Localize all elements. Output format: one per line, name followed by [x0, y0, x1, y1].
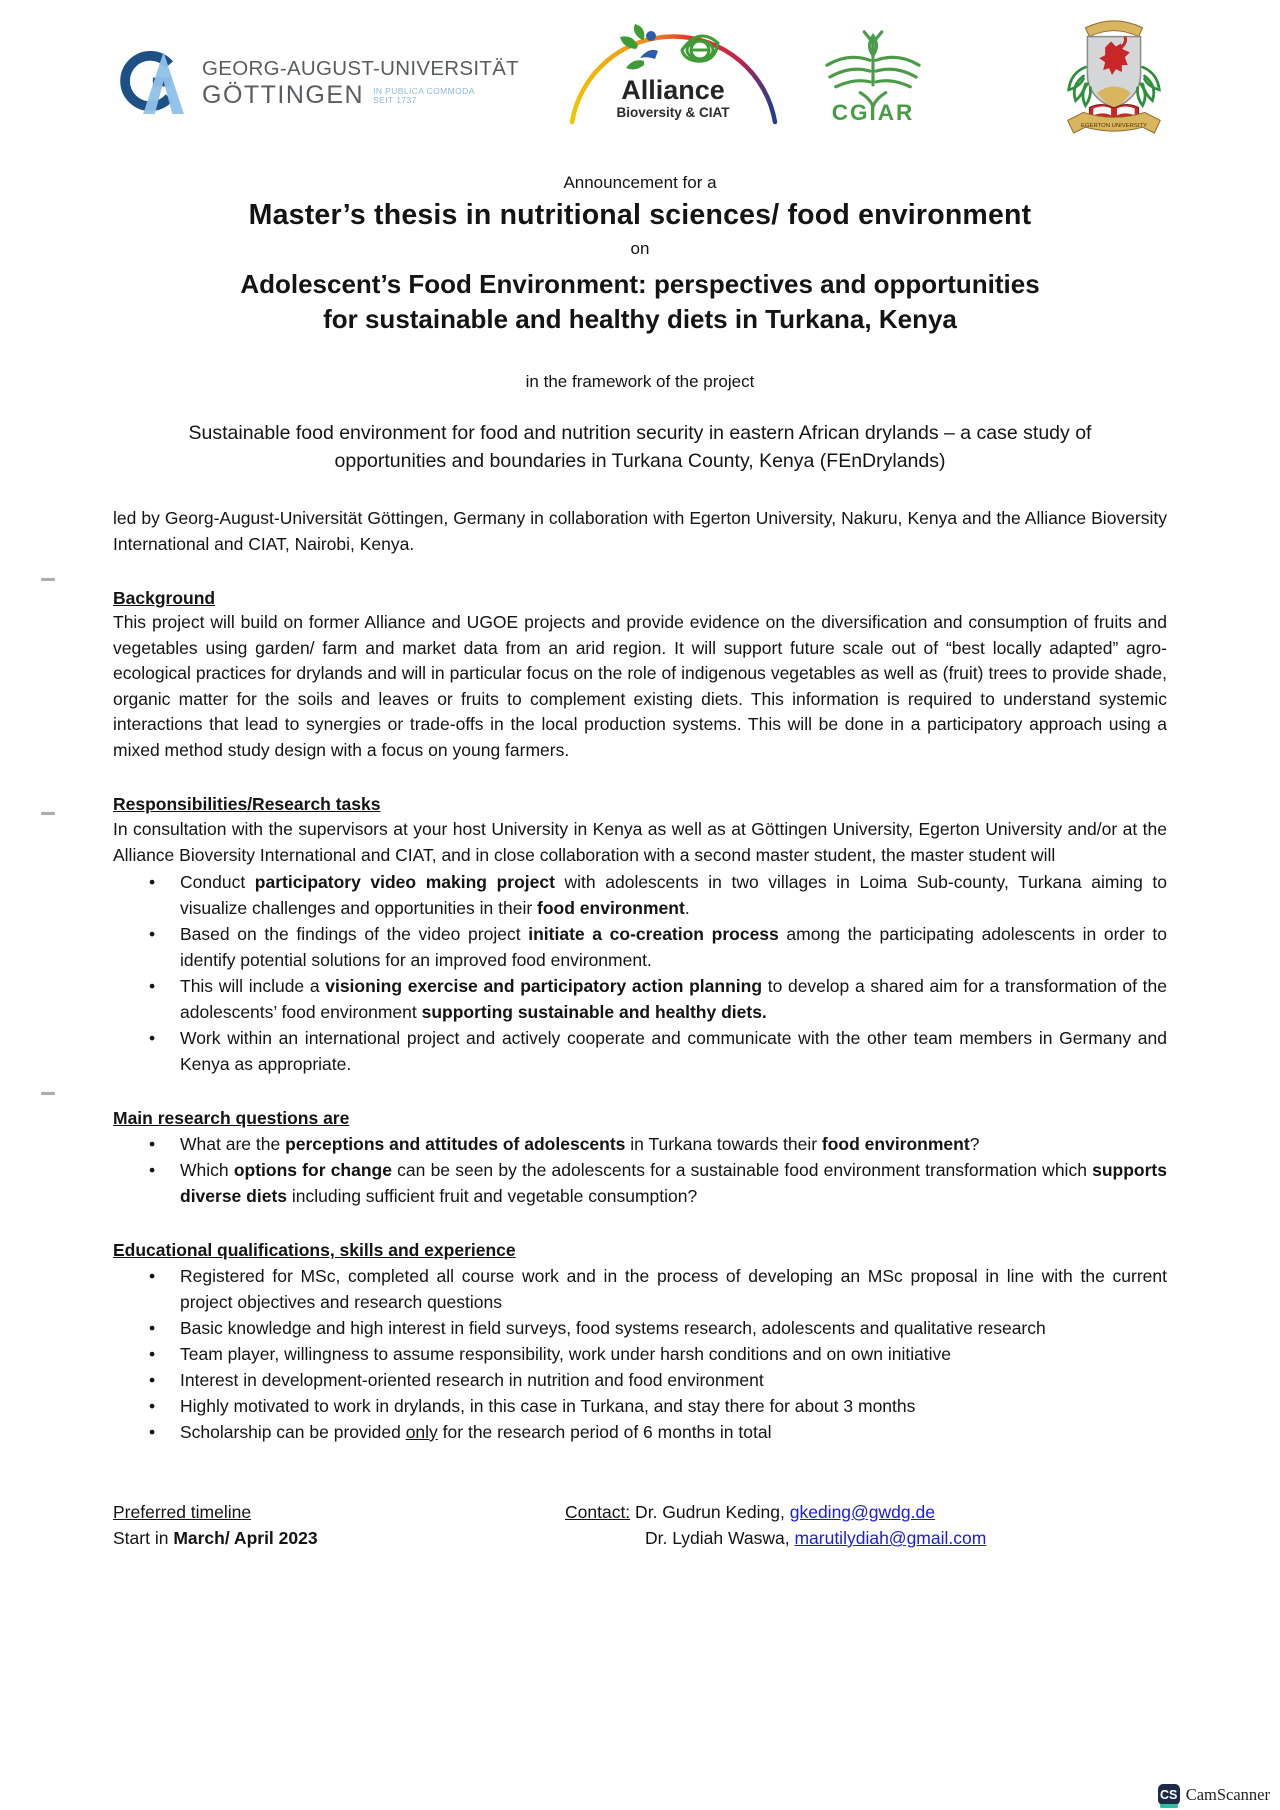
goettingen-monogram-icon	[110, 50, 188, 114]
goettingen-name-line2: GÖTTINGEN	[202, 80, 365, 109]
bullet-icon: •	[149, 1396, 156, 1416]
bullet-icon: •	[149, 1318, 156, 1338]
alliance-title: Alliance	[621, 75, 725, 105]
list-item	[149, 973, 1167, 1025]
alliance-arc-icon	[556, 20, 791, 128]
bullet-icon: •	[149, 924, 156, 944]
scan-artifact-dash	[41, 1092, 55, 1095]
research-questions-bullet-list	[113, 1131, 1167, 1209]
bullet-text: Conduct participatory video making project with adolescents in two villages in Loima Sub-county, Turkana aiming to visualize challenges and opportunities in their food environment.	[180, 872, 1168, 918]
egerton-crest-icon	[1050, 10, 1178, 140]
subtitle-line1: Adolescent’s Food Environment: perspectives and opportunities	[240, 269, 1040, 299]
bullet-icon: •	[149, 1028, 156, 1048]
bullet-text: Work within an international project and actively cooperate and communicate with the other team members in Germany and Kenya as appropriate.	[180, 1028, 1167, 1074]
led-by-paragraph: led by Georg-August-Universität Göttingen, Germany in collaboration with Egerton University, Nakuru, Kenya and the Alliance Bioversity International and CIAT, Nairobi, Kenya.	[113, 508, 1167, 554]
list-item	[149, 1367, 1167, 1393]
cgiar-logo	[798, 26, 948, 131]
bullet-text: Highly motivated to work in drylands, in this case in Turkana, and stay there for about 3 months	[180, 1396, 916, 1416]
goettingen-wordmark	[202, 57, 519, 108]
list-item	[149, 1315, 1167, 1341]
goettingen-name-line1: GEORG-AUGUST-UNIVERSITÄT	[202, 56, 520, 80]
email-link[interactable]: marutilydiah@gmail.com	[794, 1528, 987, 1548]
project-title: Sustainable food environment for food and nutrition security in eastern African drylands – a case study of opportunities and boundaries in Turkana County, Kenya (FEnDrylands)	[188, 422, 1092, 472]
bullet-icon: •	[149, 976, 156, 996]
title-connector: on	[630, 239, 650, 258]
list-item	[149, 1341, 1167, 1367]
section-heading-background: Background	[113, 588, 216, 608]
responsibilities-bullet-list	[113, 869, 1167, 1077]
bullet-text: Scholarship can be provided only for the research period of 6 months in total	[180, 1422, 772, 1442]
bullet-text: Interest in development-oriented research in nutrition and food environment	[180, 1370, 764, 1390]
section-heading-research-questions: Main research questions are	[113, 1108, 350, 1128]
framework-line: in the framework of the project	[525, 372, 755, 391]
contact-line1: Contact: Dr. Gudrun Keding, gkeding@gwdg.de	[565, 1502, 935, 1522]
bullet-text: Basic knowledge and high interest in field surveys, food systems research, adolescents and qualitative research	[180, 1318, 1046, 1338]
background-paragraph: This project will build on former Alliance and UGOE projects and provide evidence on the diversification and consumption of fruits and vegetables using garden/ farm and market data from an arid region. It will support future scale out of “best locally adapted” agro-ecological practices for drylands and will in particular focus on the role of indigenous vegetables as well as (fruit) trees to provide shade, organic matter for the soils and leaves or fruits to complement existing diets. This information is required to understand systemic interactions that lead to synergies or trade-offs in the local production systems. This will be done in a participatory approach using a mixed method study design with a focus on young farmers.	[113, 612, 1167, 760]
thesis-subtitle	[113, 267, 1167, 337]
bullet-text: What are the perceptions and attitudes of adolescents in Turkana towards their food environment?	[180, 1134, 980, 1154]
scan-artifact-dash	[41, 578, 55, 581]
cgiar-title: CGIAR	[831, 100, 915, 126]
alliance-logo	[556, 20, 791, 133]
list-item	[149, 921, 1167, 973]
email-link[interactable]: gkeding@gwdg.de	[789, 1502, 935, 1522]
alliance-subtitle: Bioversity & CIAT	[616, 105, 730, 120]
bullet-text: Team player, willingness to assume responsibility, work under harsh conditions and on own initiative	[180, 1344, 952, 1364]
section-heading-responsibilities: Responsibilities/Research tasks	[113, 794, 381, 814]
list-item	[149, 869, 1167, 921]
list-item	[149, 1263, 1167, 1315]
list-item	[149, 1131, 1167, 1157]
page-title: Master’s thesis in nutritional sciences/ food environment	[248, 199, 1032, 231]
contact-block	[565, 1499, 986, 1551]
bullet-icon: •	[149, 1344, 156, 1364]
camscanner-watermark	[1158, 1784, 1270, 1805]
bullet-text: Based on the findings of the video project initiate a co-creation process among the participating adolescents in order to identify potential solutions for an improved food environment.	[180, 924, 1167, 970]
bullet-text: Which options for change can be seen by the adolescents for a sustainable food environment transformation which supports diverse diets including sufficient fruit and vegetable consumption?	[180, 1160, 1167, 1206]
timeline-block	[113, 1499, 565, 1551]
bullet-icon: •	[149, 1266, 156, 1286]
section-heading-qualifications: Educational qualifications, skills and experience	[113, 1240, 516, 1260]
bullet-text: This will include a visioning exercise and participatory action planning to develop a shared aim for a transformation of the adolescents’ food environment supporting sustainable and healthy diets.	[180, 976, 1168, 1022]
logo-header	[0, 0, 1280, 150]
list-item	[149, 1419, 1167, 1445]
cgiar-wheat-icon	[798, 26, 948, 126]
timeline-heading: Preferred timeline	[113, 1502, 252, 1522]
camscanner-icon: CS	[1158, 1784, 1180, 1805]
bullet-icon: •	[149, 1370, 156, 1390]
bullet-icon: •	[149, 1160, 156, 1180]
scan-artifact-dash	[41, 812, 55, 815]
bullet-icon: •	[149, 872, 156, 892]
footer	[113, 1499, 1167, 1551]
list-item	[149, 1025, 1167, 1077]
contact-line2: Dr. Lydiah Waswa, marutilydiah@gmail.com	[645, 1528, 987, 1548]
announcement-line: Announcement for a	[563, 173, 717, 192]
bullet-icon: •	[149, 1422, 156, 1442]
responsibilities-intro: In consultation with the supervisors at your host University in Kenya as well as at Göttingen University, Egerton University and/or at the Alliance Bioversity International and CIAT, and in close collaboration with a second master student, the master student will	[113, 819, 1167, 865]
goettingen-motto	[373, 87, 475, 108]
alliance-leaf-globe-icon	[682, 36, 718, 61]
goettingen-logo	[110, 50, 519, 114]
list-item	[149, 1157, 1167, 1209]
camscanner-label: CamScanner	[1185, 1784, 1270, 1804]
qualifications-bullet-list	[113, 1263, 1167, 1445]
egerton-banner-text: EGERTON UNIVERSITY	[1081, 123, 1147, 130]
egerton-crest	[1050, 10, 1178, 145]
goettingen-motto-line2: SEIT 1737	[373, 95, 417, 105]
goettingen-motto-line1: IN PUBLICA COMMODA	[373, 85, 475, 96]
subtitle-line2: for sustainable and healthy diets in Turkana, Kenya	[323, 304, 957, 334]
bullet-text: Registered for MSc, completed all course work and in the process of developing an MSc proposal in line with the current project objectives and research questions	[180, 1266, 1167, 1312]
timeline-value: Start in March/ April 2023	[113, 1528, 318, 1548]
bullet-icon: •	[149, 1134, 156, 1154]
list-item	[149, 1393, 1167, 1419]
